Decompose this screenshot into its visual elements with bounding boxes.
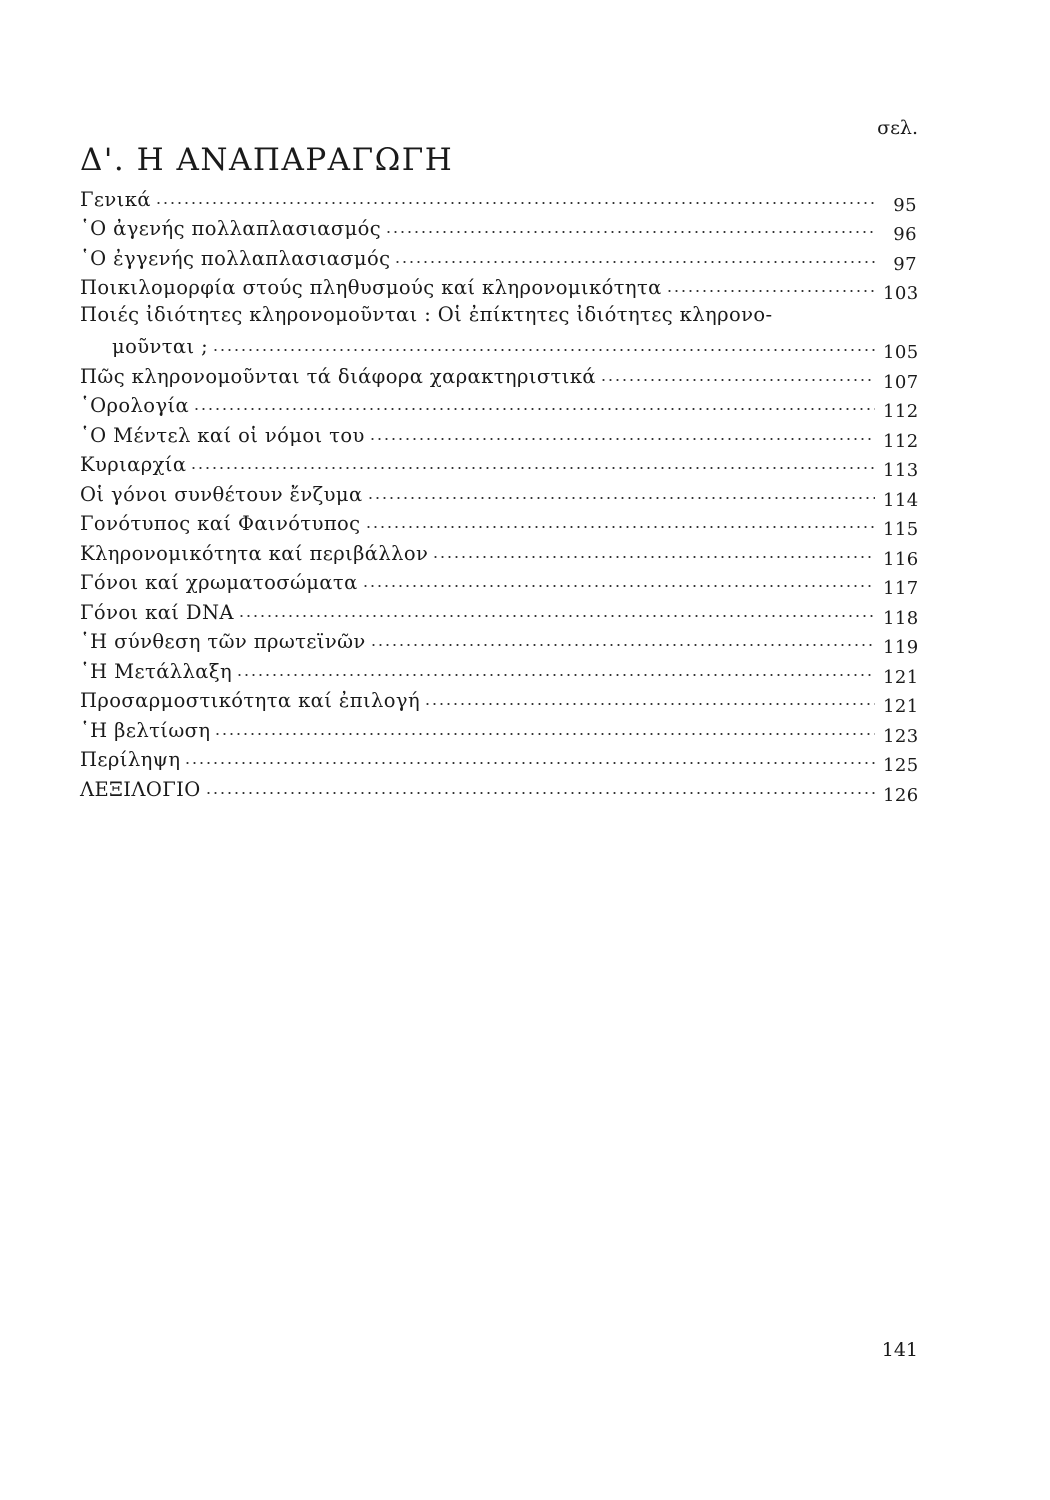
toc-entry-page: 107 — [883, 371, 919, 393]
dot-leader — [424, 701, 875, 707]
toc-entry — [80, 359, 919, 393]
dot-leader — [367, 495, 875, 501]
toc-entry-title: ῾Η Μετάλλαξη — [80, 659, 233, 683]
dot-leader — [155, 200, 875, 206]
toc-entry-page: 117 — [883, 578, 919, 599]
toc-entry — [80, 182, 917, 216]
page-column-label: σελ. — [877, 117, 918, 139]
toc-entry-page: 105 — [883, 342, 919, 363]
toc-entry-page: 121 — [883, 666, 919, 688]
dot-leader — [432, 554, 875, 560]
toc-entry-page: 125 — [883, 755, 919, 776]
toc-entry-page: 118 — [883, 607, 919, 629]
dot-leader — [190, 465, 875, 471]
dot-leader — [385, 229, 875, 235]
toc-entry — [80, 713, 919, 747]
toc-entry-page: 112 — [883, 430, 919, 452]
toc-entry-title: ῾Η βελτίωση — [80, 718, 211, 742]
toc-entry — [80, 300, 919, 363]
toc-entry — [80, 507, 919, 540]
toc-entry — [80, 743, 919, 776]
toc-entry-title-line1: Ποιές ἰδιότητες κληρονομοῦνται : Οἱ ἐπίκτητες ἰδιότητες κληρονο- — [80, 303, 773, 326]
toc-entry-title: ῾Ορολογία — [80, 394, 190, 417]
toc-entry — [80, 772, 919, 806]
dot-leader — [184, 760, 875, 766]
toc-entry-title: Γόνοι καί χρωματοσώματα — [80, 571, 358, 594]
dot-leader — [214, 731, 875, 737]
toc-entry — [80, 654, 919, 688]
toc-entry-page: 116 — [883, 548, 919, 570]
toc-entry-page: 95 — [893, 194, 917, 216]
toc-entry — [80, 448, 919, 481]
toc-entry-page: 115 — [883, 519, 919, 540]
table-of-contents — [80, 182, 919, 806]
dot-leader — [666, 288, 875, 294]
toc-entry-page: 121 — [883, 696, 919, 717]
toc-entry-page: 97 — [893, 253, 917, 275]
toc-entry — [80, 566, 919, 599]
toc-entry-title: Γονότυπος καί Φαινότυπος — [80, 512, 361, 535]
toc-entry — [80, 418, 919, 452]
toc-entry-page: 114 — [883, 489, 919, 511]
toc-entry-title: Κληρονομικότητα καί περιβάλλον — [80, 541, 429, 565]
toc-entry — [80, 241, 917, 275]
dot-leader — [193, 406, 875, 412]
toc-entry — [80, 595, 919, 629]
dot-leader — [394, 259, 875, 265]
page-number: 141 — [881, 1339, 918, 1361]
toc-entry-title: Ποικιλομορφία στούς πληθυσμούς καί κληρονομικότητα — [80, 276, 662, 299]
toc-entry-page: 103 — [883, 283, 919, 304]
toc-entry-page: 123 — [883, 725, 919, 747]
toc-entry-page: 113 — [883, 460, 919, 481]
toc-entry-title: ῾Η σύνθεση τῶν πρωτεϊνῶν — [80, 630, 366, 653]
toc-entry-title: Προσαρμοστικότητα καί ἐπιλογή — [80, 689, 421, 712]
toc-entry-title: Γόνοι καί DNA — [80, 600, 234, 624]
toc-entry-continuation — [80, 330, 919, 363]
section-title: Δ'. Η ΑΝΑΠΑΡΑΓΩΓΗ — [80, 142, 454, 178]
dot-leader — [369, 436, 875, 442]
toc-entry-title: ῾Ο ἀγενής πολλαπλασιασμός — [80, 217, 382, 240]
toc-entry-title: ῾Ο Μέντελ καί οἱ νόμοι του — [80, 423, 365, 447]
dot-leader — [212, 347, 875, 353]
toc-entry-title: ΛΕΞΙΛΟΓΙΟ — [80, 777, 201, 801]
toc-entry-title: ῾Ο ἐγγενής πολλαπλασιασμός — [80, 246, 391, 270]
toc-entry-page: 119 — [883, 637, 919, 658]
toc-entry-title: Περίληψη — [80, 748, 181, 771]
toc-entry — [80, 389, 919, 422]
dot-leader — [238, 613, 875, 619]
toc-entry-title: Οἱ γόνοι συνθέτουν ἔνζυμα — [80, 482, 363, 506]
toc-entry-page: 112 — [883, 401, 919, 422]
toc-entry-title: Κυριαρχία — [80, 453, 187, 476]
dot-leader — [362, 583, 875, 589]
dot-leader — [205, 790, 875, 796]
toc-entry-title-line2: μοῦνται ; — [112, 335, 209, 358]
toc-entry-title: Γενικά — [80, 187, 151, 211]
toc-entry — [80, 271, 919, 304]
toc-entry — [80, 477, 919, 511]
toc-entry — [80, 684, 919, 717]
dot-leader — [600, 377, 875, 383]
toc-entry — [80, 625, 919, 658]
toc-entry-title: Πῶς κληρονομοῦνται τά διάφορα χαρακτηριστικά — [80, 364, 596, 388]
dot-leader — [236, 672, 875, 678]
toc-entry — [80, 536, 919, 570]
dot-leader — [370, 642, 875, 648]
toc-entry — [80, 212, 917, 245]
toc-entry-page: 96 — [893, 224, 917, 245]
toc-entry-page: 126 — [883, 784, 919, 806]
dot-leader — [365, 524, 876, 530]
